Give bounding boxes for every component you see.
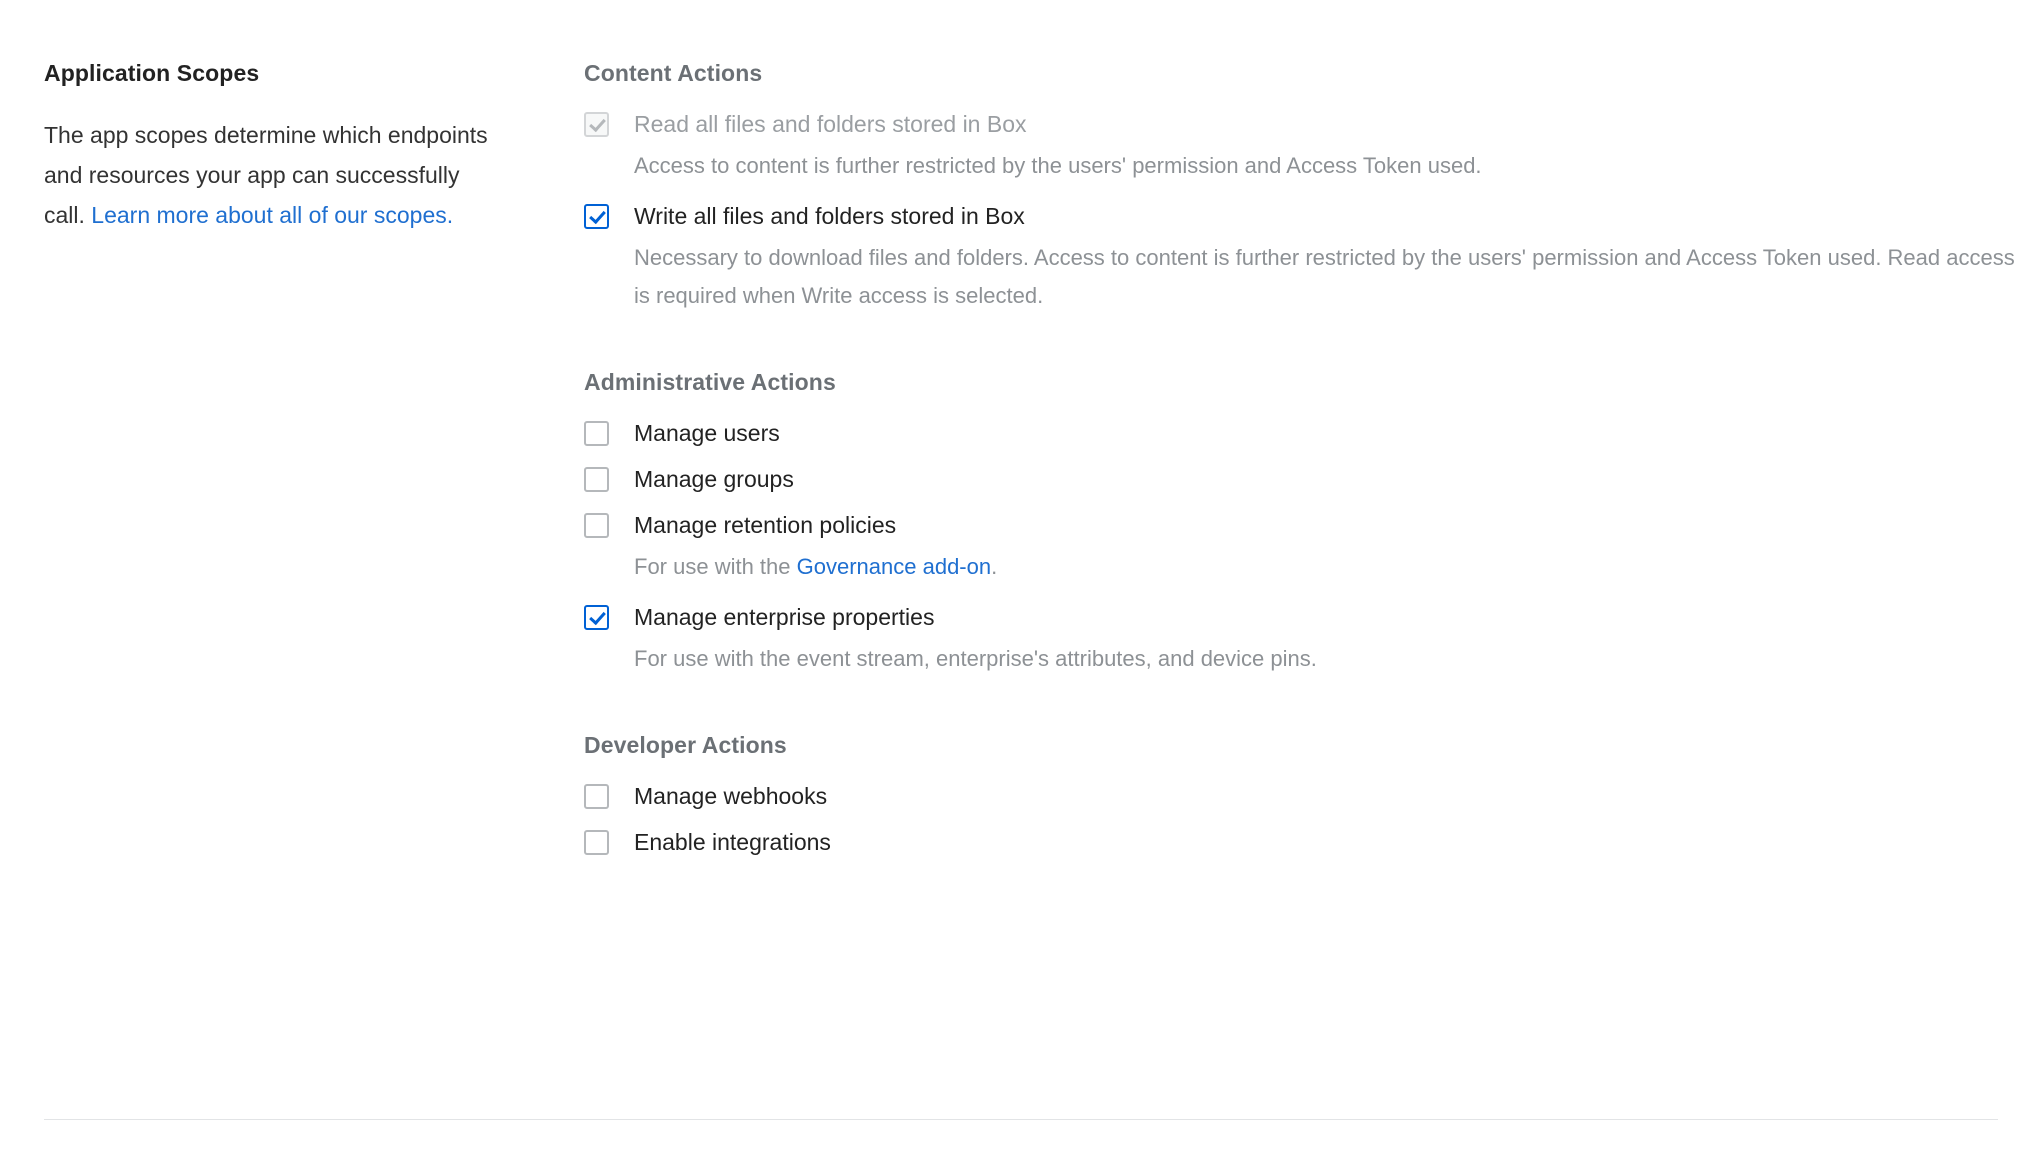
- scope-option-read-all-files: [584, 109, 2042, 185]
- governance-add-on-link[interactable]: Governance add-on: [796, 554, 992, 579]
- scope-option-enable-integrations: [584, 827, 2042, 857]
- option-desc-text: For use with the: [634, 554, 797, 579]
- checkbox-enable-integrations-icon[interactable]: [584, 830, 609, 855]
- scopes-description-text: The app scopes determine which endpoints and resources your app can successfully call.: [44, 122, 488, 228]
- group-title-administrative-actions: Administrative Actions: [584, 369, 836, 395]
- option-line: [584, 781, 2042, 811]
- learn-more-scopes-link[interactable]: Learn more about all of our scopes.: [91, 202, 454, 228]
- checkbox-manage-webhooks-icon[interactable]: [584, 784, 609, 809]
- checkbox-write-all-files-icon[interactable]: [584, 204, 609, 229]
- option-label-manage-groups[interactable]: Manage groups: [634, 466, 794, 492]
- option-desc-manage-retention-policies: [634, 548, 2034, 586]
- scope-option-manage-groups: [584, 464, 2042, 494]
- scope-option-manage-users: [584, 418, 2042, 448]
- checkbox-manage-retention-policies-icon[interactable]: [584, 513, 609, 538]
- option-label-manage-enterprise-properties[interactable]: Manage enterprise properties: [634, 604, 935, 630]
- option-line: [584, 510, 2042, 540]
- option-label-enable-integrations[interactable]: Enable integrations: [634, 829, 831, 855]
- scope-option-manage-webhooks: [584, 781, 2042, 811]
- scope-group-developer-actions: [584, 732, 2042, 857]
- checkbox-manage-enterprise-properties-icon[interactable]: [584, 605, 609, 630]
- page-title: Application Scopes: [44, 60, 260, 86]
- group-title-developer-actions: Developer Actions: [584, 732, 787, 758]
- option-line: [584, 464, 2042, 494]
- option-label-manage-users[interactable]: Manage users: [634, 420, 780, 446]
- option-desc-text-after: .: [991, 554, 998, 579]
- group-title-content-actions: Content Actions: [584, 60, 763, 86]
- option-desc-read-all-files: Access to content is further restricted by the users' permission and Access Token used.: [634, 153, 1482, 178]
- option-label-write-all-files[interactable]: Write all files and folders stored in Box: [634, 203, 1025, 229]
- option-label-manage-retention-policies[interactable]: Manage retention policies: [634, 512, 897, 538]
- scopes-options-panel: [500, 60, 2042, 873]
- checkbox-manage-users-icon[interactable]: [584, 421, 609, 446]
- scopes-info-panel: [0, 60, 500, 258]
- option-desc-write-all-files: Necessary to download files and folders. Access to content is further restricted by the users' permission and Access Token used. Read access is required when Write access is selected.: [634, 245, 2015, 308]
- footer-divider: [44, 1119, 1998, 1120]
- scopes-description: [44, 115, 500, 235]
- scope-option-manage-enterprise-properties: [584, 602, 2042, 678]
- checkbox-manage-groups-icon[interactable]: [584, 467, 609, 492]
- option-line: [584, 418, 2042, 448]
- scope-group-administrative-actions: [584, 369, 2042, 678]
- checkbox-read-all-files-icon: [584, 112, 609, 137]
- option-line: [584, 109, 2042, 139]
- option-line: [584, 602, 2042, 632]
- option-line: [584, 827, 2042, 857]
- option-desc-manage-enterprise-properties: For use with the event stream, enterprise's attributes, and device pins.: [634, 646, 1317, 671]
- option-label-read-all-files: Read all files and folders stored in Box: [634, 111, 1027, 137]
- option-label-manage-webhooks[interactable]: Manage webhooks: [634, 783, 828, 809]
- scope-option-manage-retention-policies: [584, 510, 2042, 586]
- option-line: [584, 201, 2042, 231]
- scope-group-content-actions: [584, 60, 2042, 315]
- scope-option-write-all-files: [584, 201, 2042, 315]
